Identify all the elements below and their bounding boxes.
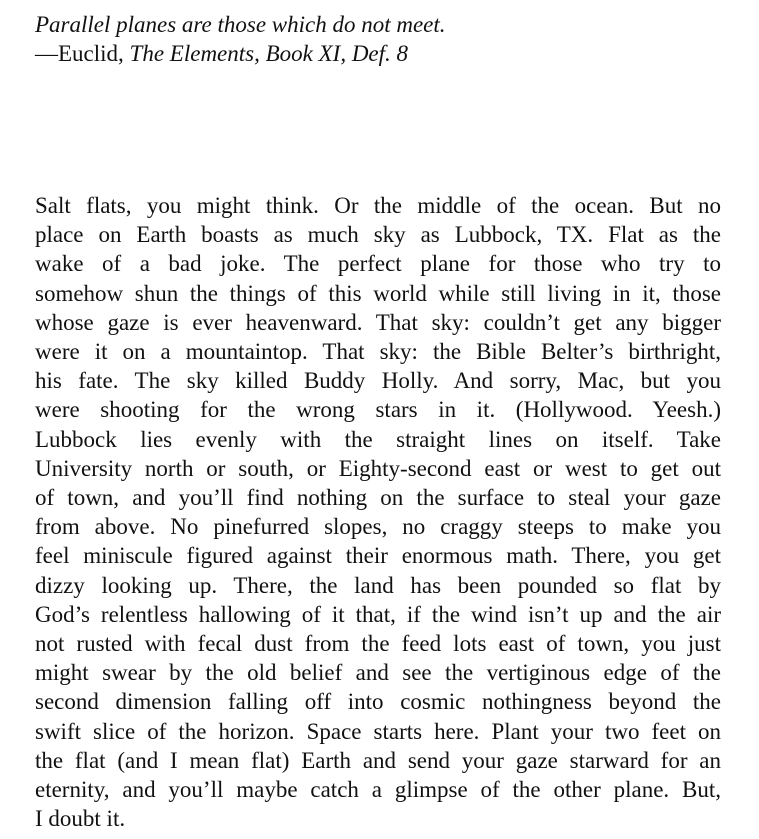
paragraph-line: whose gaze is ever heavenward. That sky: couldn’t get any bigger (35, 309, 721, 335)
paragraph-line: feel miniscule figured against their enormous math. There, you get (35, 543, 721, 569)
paragraph-line: might swear by the old belief and see the vertiginous edge of the (35, 660, 721, 686)
attribution-author: Euclid, (58, 41, 130, 66)
paragraph-line: Lubbock lies evenly with the straight lines on itself. Take (35, 426, 721, 452)
epigraph (35, 10, 735, 68)
paragraph-line: his fate. The sky killed Buddy Holly. And sorry, Mac, but you (35, 368, 721, 394)
paragraph-line: University north or south, or Eighty-second east or west to get out (35, 455, 721, 481)
paragraph-line: I doubt it. (35, 806, 126, 832)
paragraph-line: somehow shun the things of this world while still living in it, those (35, 280, 721, 306)
attribution-work: The Elements, Book XI, Def. 8 (129, 41, 409, 66)
paragraph-line: were shooting for the wrong stars in it. (Hollywood. Yeesh.) (35, 397, 721, 423)
body-paragraph (35, 191, 721, 833)
paragraph-line: Salt flats, you might think. Or the middle of the ocean. But no (35, 193, 721, 218)
paragraph-line: of town, and you’ll find nothing on the surface to steal your gaze (35, 485, 721, 511)
paragraph-line: swift slice of the horizon. Space starts here. Plant your two feet on (35, 718, 721, 744)
paragraph-line: eternity, and you’ll maybe catch a glimpse of the other plane. But, (35, 777, 721, 803)
epigraph-quote: Parallel planes are those which do not meet. (35, 12, 446, 37)
attribution-dash: — (35, 41, 58, 66)
paragraph-line: not rusted with fecal dust from the feed lots east of town, you just (35, 631, 721, 657)
paragraph-line: second dimension falling off into cosmic nothingness beyond the (35, 689, 721, 715)
paragraph-line: the flat (and I mean flat) Earth and send your gaze starward for an (35, 747, 721, 773)
paragraph-line: from above. No pinefurred slopes, no craggy steeps to make you (35, 514, 721, 540)
paragraph-line: God’s relentless hallowing of it that, if the wind isn’t up and the air (35, 601, 721, 627)
paragraph-line: place on Earth boasts as much sky as Lubbock, TX. Flat as the (35, 222, 721, 248)
paragraph-line: wake of a bad joke. The perfect plane for those who try to (35, 251, 721, 277)
paragraph-line: were it on a mountaintop. That sky: the Bible Belter’s birthright, (35, 339, 721, 365)
paragraph-line: dizzy looking up. There, the land has been pounded so flat by (35, 572, 721, 598)
epigraph-attribution (35, 39, 735, 68)
